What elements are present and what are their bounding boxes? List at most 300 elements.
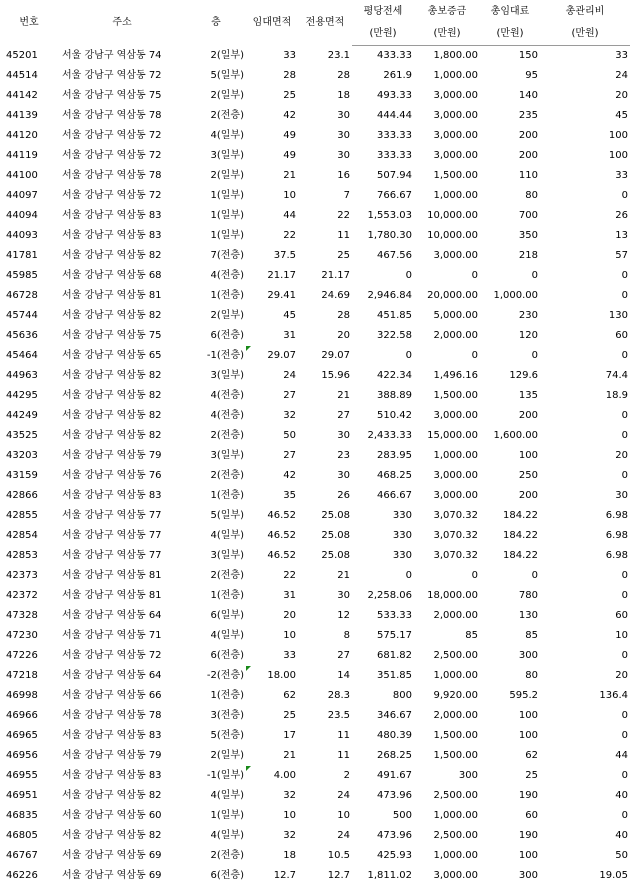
cell-floor: 3(일부) [186, 446, 246, 466]
cell-no: 44963 [0, 366, 58, 386]
table-row[interactable] [0, 66, 630, 86]
cell-address: 서울 강남구 역삼동 83 [58, 766, 186, 786]
cell-address: 서울 강남구 역삼동 76 [58, 466, 186, 486]
cell-exclusive-area: 2 [298, 766, 352, 786]
cell-rent: 190 [480, 786, 540, 806]
cell-address: 서울 강남구 역삼동 81 [58, 286, 186, 306]
cell-rent-area: 17 [246, 726, 298, 746]
cell-no: 45201 [0, 46, 58, 67]
cell-exclusive-area: 25.08 [298, 546, 352, 566]
cell-no: 44094 [0, 206, 58, 226]
table-row[interactable] [0, 106, 630, 126]
table-row[interactable] [0, 526, 630, 546]
cell-no: 44514 [0, 66, 58, 86]
table-row[interactable] [0, 686, 630, 706]
cell-mgmt-fee: 0 [540, 186, 630, 206]
cell-exclusive-area: 12.7 [298, 866, 352, 886]
cell-deposit: 85 [414, 626, 480, 646]
cell-floor: 2(일부) [186, 46, 246, 67]
table-row[interactable] [0, 606, 630, 626]
cell-address: 서울 강남구 역삼동 83 [58, 226, 186, 246]
cell-address: 서울 강남구 역삼동 74 [58, 46, 186, 67]
table-row[interactable] [0, 626, 630, 646]
cell-rent-area: 27 [246, 386, 298, 406]
cell-mgmt-fee: 0 [540, 766, 630, 786]
table-row[interactable] [0, 266, 630, 286]
cell-mgmt-fee: 24 [540, 66, 630, 86]
cell-floor: 1(일부) [186, 206, 246, 226]
table-row[interactable] [0, 246, 630, 266]
cell-rent: 250 [480, 466, 540, 486]
cell-rent: 218 [480, 246, 540, 266]
cell-deposit: 1,800.00 [414, 46, 480, 67]
col-header-exclusive-area[interactable]: 전용면적 [298, 0, 352, 46]
cell-rent-area: 35 [246, 486, 298, 506]
table-header [0, 0, 630, 46]
cell-no: 44119 [0, 146, 58, 166]
cell-no: 42372 [0, 586, 58, 606]
cell-floor: 4(전층) [186, 266, 246, 286]
cell-per-pyeong: 491.67 [352, 766, 414, 786]
table-row[interactable] [0, 426, 630, 446]
table-row[interactable] [0, 286, 630, 306]
cell-rent: 150 [480, 46, 540, 67]
cell-deposit: 5,000.00 [414, 306, 480, 326]
cell-rent-area: 18 [246, 846, 298, 866]
cell-floor: 6(전층) [186, 866, 246, 886]
col-header-no[interactable]: 번호 [0, 0, 58, 46]
cell-exclusive-area: 11 [298, 726, 352, 746]
cell-per-pyeong: 533.33 [352, 606, 414, 626]
cell-per-pyeong: 1,811.02 [352, 866, 414, 886]
cell-rent-area: 28 [246, 66, 298, 86]
cell-floor: 1(전층) [186, 586, 246, 606]
cell-no: 44100 [0, 166, 58, 186]
cell-no: 45985 [0, 266, 58, 286]
cell-rent: 200 [480, 486, 540, 506]
cell-per-pyeong: 473.96 [352, 786, 414, 806]
table-row[interactable] [0, 826, 630, 846]
table-row[interactable] [0, 646, 630, 666]
cell-exclusive-area: 8 [298, 626, 352, 646]
cell-mgmt-fee: 0 [540, 706, 630, 726]
table-row[interactable] [0, 786, 630, 806]
cell-address: 서울 강남구 역삼동 72 [58, 146, 186, 166]
col-header-floor[interactable]: 층 [186, 0, 246, 46]
cell-exclusive-area: 14 [298, 666, 352, 686]
cell-mgmt-fee: 100 [540, 126, 630, 146]
table-row[interactable] [0, 186, 630, 206]
cell-rent-area: 46.52 [246, 526, 298, 546]
cell-address: 서울 강남구 역삼동 66 [58, 686, 186, 706]
cell-floor: -1(전층) [186, 346, 246, 366]
cell-rent: 80 [480, 186, 540, 206]
cell-deposit: 3,070.32 [414, 546, 480, 566]
cell-rent: 0 [480, 566, 540, 586]
table-row[interactable] [0, 746, 630, 766]
col-header-deposit[interactable]: 총보증금 [414, 0, 480, 22]
cell-address: 서울 강남구 역삼동 72 [58, 66, 186, 86]
cell-rent: 120 [480, 326, 540, 346]
table-row[interactable] [0, 846, 630, 866]
cell-exclusive-area: 21 [298, 566, 352, 586]
table-row[interactable] [0, 166, 630, 186]
cell-rent-area: 42 [246, 466, 298, 486]
cell-rent-area: 31 [246, 326, 298, 346]
cell-per-pyeong: 0 [352, 566, 414, 586]
cell-rent-area: 25 [246, 86, 298, 106]
cell-exclusive-area: 11 [298, 746, 352, 766]
table-row[interactable] [0, 446, 630, 466]
cell-mgmt-fee: 0 [540, 426, 630, 446]
cell-deposit: 20,000.00 [414, 286, 480, 306]
cell-deposit: 3,000.00 [414, 406, 480, 426]
cell-deposit: 1,500.00 [414, 726, 480, 746]
cell-deposit: 3,000.00 [414, 106, 480, 126]
cell-rent-area: 45 [246, 306, 298, 326]
table-row[interactable] [0, 706, 630, 726]
cell-address: 서울 강남구 역삼동 75 [58, 326, 186, 346]
cell-rent: 140 [480, 86, 540, 106]
cell-rent-area: 21 [246, 746, 298, 766]
cell-per-pyeong: 468.25 [352, 466, 414, 486]
cell-per-pyeong: 330 [352, 526, 414, 546]
cell-address: 서울 강남구 역삼동 64 [58, 606, 186, 626]
cell-rent: 780 [480, 586, 540, 606]
cell-exclusive-area: 20 [298, 326, 352, 346]
cell-address: 서울 강남구 역삼동 81 [58, 586, 186, 606]
col-header-rent-unit: (만원) [480, 22, 540, 46]
cell-floor: 4(전층) [186, 386, 246, 406]
table-row[interactable] [0, 366, 630, 386]
cell-rent-area: 49 [246, 126, 298, 146]
cell-rent-area: 22 [246, 226, 298, 246]
table-row[interactable] [0, 406, 630, 426]
cell-rent-area: 33 [246, 646, 298, 666]
cell-mgmt-fee: 136.4 [540, 686, 630, 706]
cell-address: 서울 강남구 역삼동 75 [58, 86, 186, 106]
cell-address: 서울 강남구 역삼동 69 [58, 866, 186, 886]
cell-exclusive-area: 10 [298, 806, 352, 826]
cell-per-pyeong: 493.33 [352, 86, 414, 106]
cell-mgmt-fee: 60 [540, 606, 630, 626]
cell-rent-area: 10 [246, 186, 298, 206]
cell-rent: 595.2 [480, 686, 540, 706]
cell-floor: 1(전층) [186, 286, 246, 306]
cell-mgmt-fee: 0 [540, 266, 630, 286]
cell-deposit: 2,000.00 [414, 326, 480, 346]
cell-exclusive-area: 10.5 [298, 846, 352, 866]
cell-deposit: 0 [414, 266, 480, 286]
cell-floor: 3(일부) [186, 546, 246, 566]
cell-mgmt-fee: 74.4 [540, 366, 630, 386]
cell-exclusive-area: 15.96 [298, 366, 352, 386]
cell-no: 47328 [0, 606, 58, 626]
table-row[interactable] [0, 306, 630, 326]
table-row[interactable] [0, 766, 630, 786]
cell-floor: -2(전층) [186, 666, 246, 686]
cell-mgmt-fee: 20 [540, 666, 630, 686]
cell-exclusive-area: 30 [298, 586, 352, 606]
table-row[interactable] [0, 226, 630, 246]
cell-no: 42866 [0, 486, 58, 506]
cell-rent: 110 [480, 166, 540, 186]
cell-exclusive-area: 24.69 [298, 286, 352, 306]
cell-no: 46998 [0, 686, 58, 706]
cell-mgmt-fee: 20 [540, 86, 630, 106]
cell-per-pyeong: 330 [352, 546, 414, 566]
cell-mgmt-fee: 10 [540, 626, 630, 646]
cell-per-pyeong: 800 [352, 686, 414, 706]
cell-address: 서울 강남구 역삼동 79 [58, 446, 186, 466]
cell-no: 44142 [0, 86, 58, 106]
cell-rent-area: 18.00 [246, 666, 298, 686]
cell-mgmt-fee: 0 [540, 346, 630, 366]
cell-mgmt-fee: 30 [540, 486, 630, 506]
cell-rent: 1,000.00 [480, 286, 540, 306]
cell-rent: 100 [480, 846, 540, 866]
cell-rent: 230 [480, 306, 540, 326]
cell-per-pyeong: 444.44 [352, 106, 414, 126]
cell-rent: 60 [480, 806, 540, 826]
cell-exclusive-area: 25.08 [298, 506, 352, 526]
cell-floor: 2(일부) [186, 306, 246, 326]
cell-no: 44249 [0, 406, 58, 426]
cell-no: 46965 [0, 726, 58, 746]
cell-per-pyeong: 422.34 [352, 366, 414, 386]
cell-deposit: 1,000.00 [414, 66, 480, 86]
cell-rent-area: 46.52 [246, 546, 298, 566]
cell-floor: 4(일부) [186, 526, 246, 546]
cell-no: 45744 [0, 306, 58, 326]
cell-no: 44097 [0, 186, 58, 206]
cell-floor: 6(전층) [186, 646, 246, 666]
cell-rent-area: 12.7 [246, 866, 298, 886]
cell-no: 47230 [0, 626, 58, 646]
cell-floor: 1(일부) [186, 226, 246, 246]
cell-rent-area: 10 [246, 626, 298, 646]
cell-address: 서울 강남구 역삼동 77 [58, 506, 186, 526]
cell-address: 서울 강남구 역삼동 82 [58, 786, 186, 806]
cell-mgmt-fee: 0 [540, 806, 630, 826]
cell-rent: 300 [480, 646, 540, 666]
table-row[interactable] [0, 46, 630, 67]
cell-deposit: 3,000.00 [414, 246, 480, 266]
cell-no: 42855 [0, 506, 58, 526]
cell-rent: 100 [480, 706, 540, 726]
cell-per-pyeong: 2,946.84 [352, 286, 414, 306]
cell-mgmt-fee: 6.98 [540, 526, 630, 546]
cell-rent-area: 10 [246, 806, 298, 826]
cell-mgmt-fee: 13 [540, 226, 630, 246]
cell-mgmt-fee: 18.9 [540, 386, 630, 406]
cell-rent: 200 [480, 406, 540, 426]
cell-per-pyeong: 346.67 [352, 706, 414, 726]
cell-address: 서울 강남구 역삼동 82 [58, 406, 186, 426]
cell-per-pyeong: 473.96 [352, 826, 414, 846]
cell-deposit: 3,000.00 [414, 146, 480, 166]
cell-no: 44139 [0, 106, 58, 126]
cell-deposit: 18,000.00 [414, 586, 480, 606]
cell-exclusive-area: 29.07 [298, 346, 352, 366]
cell-exclusive-area: 28 [298, 66, 352, 86]
cell-floor: -1(일부) [186, 766, 246, 786]
cell-exclusive-area: 24 [298, 786, 352, 806]
table-row[interactable] [0, 566, 630, 586]
cell-floor: 1(전층) [186, 486, 246, 506]
cell-rent-area: 49 [246, 146, 298, 166]
col-header-mgmt-fee[interactable]: 총관리비 [540, 0, 630, 22]
cell-no: 46805 [0, 826, 58, 846]
cell-address: 서울 강남구 역삼동 78 [58, 106, 186, 126]
cell-no: 46966 [0, 706, 58, 726]
cell-address: 서울 강남구 역삼동 82 [58, 246, 186, 266]
cell-rent-area: 29.41 [246, 286, 298, 306]
cell-rent-area: 62 [246, 686, 298, 706]
cell-deposit: 3,070.32 [414, 526, 480, 546]
col-header-rent-area[interactable]: 임대면적 [246, 0, 298, 46]
cell-mgmt-fee: 40 [540, 826, 630, 846]
cell-rent-area: 46.52 [246, 506, 298, 526]
cell-deposit: 1,000.00 [414, 846, 480, 866]
cell-rent-area: 44 [246, 206, 298, 226]
cell-rent-area: 32 [246, 786, 298, 806]
cell-rent: 0 [480, 266, 540, 286]
cell-floor: 7(전층) [186, 246, 246, 266]
col-header-mgmt-fee-unit: (만원) [540, 22, 630, 46]
cell-per-pyeong: 283.95 [352, 446, 414, 466]
cell-floor: 4(일부) [186, 786, 246, 806]
cell-exclusive-area: 21 [298, 386, 352, 406]
table-row[interactable] [0, 146, 630, 166]
table-row[interactable] [0, 806, 630, 826]
table-row[interactable] [0, 126, 630, 146]
cell-deposit: 1,500.00 [414, 746, 480, 766]
cell-deposit: 3,000.00 [414, 86, 480, 106]
cell-deposit: 0 [414, 566, 480, 586]
cell-address: 서울 강남구 역삼동 72 [58, 126, 186, 146]
cell-mgmt-fee: 19.05 [540, 866, 630, 886]
table-row[interactable] [0, 666, 630, 686]
cell-floor: 2(전층) [186, 566, 246, 586]
cell-mgmt-fee: 100 [540, 146, 630, 166]
cell-exclusive-area: 23.1 [298, 46, 352, 67]
cell-deposit: 1,000.00 [414, 806, 480, 826]
cell-address: 서울 강남구 역삼동 82 [58, 826, 186, 846]
cell-mgmt-fee: 44 [540, 746, 630, 766]
cell-deposit: 1,500.00 [414, 386, 480, 406]
table-row[interactable] [0, 726, 630, 746]
cell-mgmt-fee: 6.98 [540, 546, 630, 566]
col-header-per-pyeong[interactable]: 평당전세 [352, 0, 414, 22]
cell-mgmt-fee: 40 [540, 786, 630, 806]
cell-floor: 5(일부) [186, 66, 246, 86]
cell-exclusive-area: 11 [298, 226, 352, 246]
cell-rent-area: 25 [246, 706, 298, 726]
cell-address: 서울 강남구 역삼동 83 [58, 726, 186, 746]
cell-rent-area: 33 [246, 46, 298, 67]
cell-deposit: 0 [414, 346, 480, 366]
table-row[interactable] [0, 506, 630, 526]
cell-mgmt-fee: 0 [540, 286, 630, 306]
cell-mgmt-fee: 130 [540, 306, 630, 326]
cell-deposit: 3,000.00 [414, 466, 480, 486]
cell-rent: 25 [480, 766, 540, 786]
table-row[interactable] [0, 486, 630, 506]
cell-rent-area: 21.17 [246, 266, 298, 286]
cell-rent: 100 [480, 446, 540, 466]
cell-address: 서울 강남구 역삼동 72 [58, 646, 186, 666]
cell-rent: 129.6 [480, 366, 540, 386]
cell-mgmt-fee: 0 [540, 586, 630, 606]
col-header-address[interactable]: 주소 [58, 0, 186, 46]
cell-deposit: 1,000.00 [414, 446, 480, 466]
cell-no: 45464 [0, 346, 58, 366]
cell-address: 서울 강남구 역삼동 82 [58, 386, 186, 406]
cell-floor: 3(일부) [186, 366, 246, 386]
cell-address: 서울 강남구 역삼동 68 [58, 266, 186, 286]
cell-exclusive-area: 27 [298, 406, 352, 426]
table-row[interactable] [0, 386, 630, 406]
table-row[interactable] [0, 206, 630, 226]
cell-per-pyeong: 330 [352, 506, 414, 526]
cell-deposit: 1,000.00 [414, 666, 480, 686]
cell-deposit: 1,000.00 [414, 186, 480, 206]
cell-per-pyeong: 480.39 [352, 726, 414, 746]
cell-no: 46956 [0, 746, 58, 766]
table-row[interactable] [0, 326, 630, 346]
cell-rent: 62 [480, 746, 540, 766]
cell-rent: 1,600.00 [480, 426, 540, 446]
cell-mgmt-fee: 0 [540, 406, 630, 426]
table-row[interactable] [0, 466, 630, 486]
cell-per-pyeong: 466.67 [352, 486, 414, 506]
cell-exclusive-area: 28 [298, 306, 352, 326]
cell-no: 46728 [0, 286, 58, 306]
cell-per-pyeong: 333.33 [352, 126, 414, 146]
cell-floor: 5(일부) [186, 506, 246, 526]
cell-floor: 4(일부) [186, 826, 246, 846]
cell-deposit: 3,000.00 [414, 126, 480, 146]
cell-exclusive-area: 12 [298, 606, 352, 626]
col-header-rent[interactable]: 총임대료 [480, 0, 540, 22]
cell-mgmt-fee: 26 [540, 206, 630, 226]
cell-rent: 190 [480, 826, 540, 846]
table-row[interactable] [0, 546, 630, 566]
cell-floor: 2(일부) [186, 746, 246, 766]
cell-rent-area: 32 [246, 406, 298, 426]
cell-deposit: 1,496.16 [414, 366, 480, 386]
cell-exclusive-area: 22 [298, 206, 352, 226]
cell-rent-area: 27 [246, 446, 298, 466]
table-row[interactable] [0, 586, 630, 606]
cell-per-pyeong: 333.33 [352, 146, 414, 166]
cell-per-pyeong: 467.56 [352, 246, 414, 266]
cell-deposit: 2,500.00 [414, 786, 480, 806]
cell-exclusive-area: 21.17 [298, 266, 352, 286]
cell-address: 서울 강남구 역삼동 64 [58, 666, 186, 686]
cell-rent: 130 [480, 606, 540, 626]
cell-per-pyeong: 425.93 [352, 846, 414, 866]
table-row[interactable] [0, 346, 630, 366]
table-row[interactable] [0, 866, 630, 886]
cell-floor: 2(일부) [186, 166, 246, 186]
cell-mgmt-fee: 57 [540, 246, 630, 266]
table-row[interactable] [0, 86, 630, 106]
cell-deposit: 2,000.00 [414, 606, 480, 626]
cell-exclusive-area: 28.3 [298, 686, 352, 706]
cell-exclusive-area: 30 [298, 126, 352, 146]
